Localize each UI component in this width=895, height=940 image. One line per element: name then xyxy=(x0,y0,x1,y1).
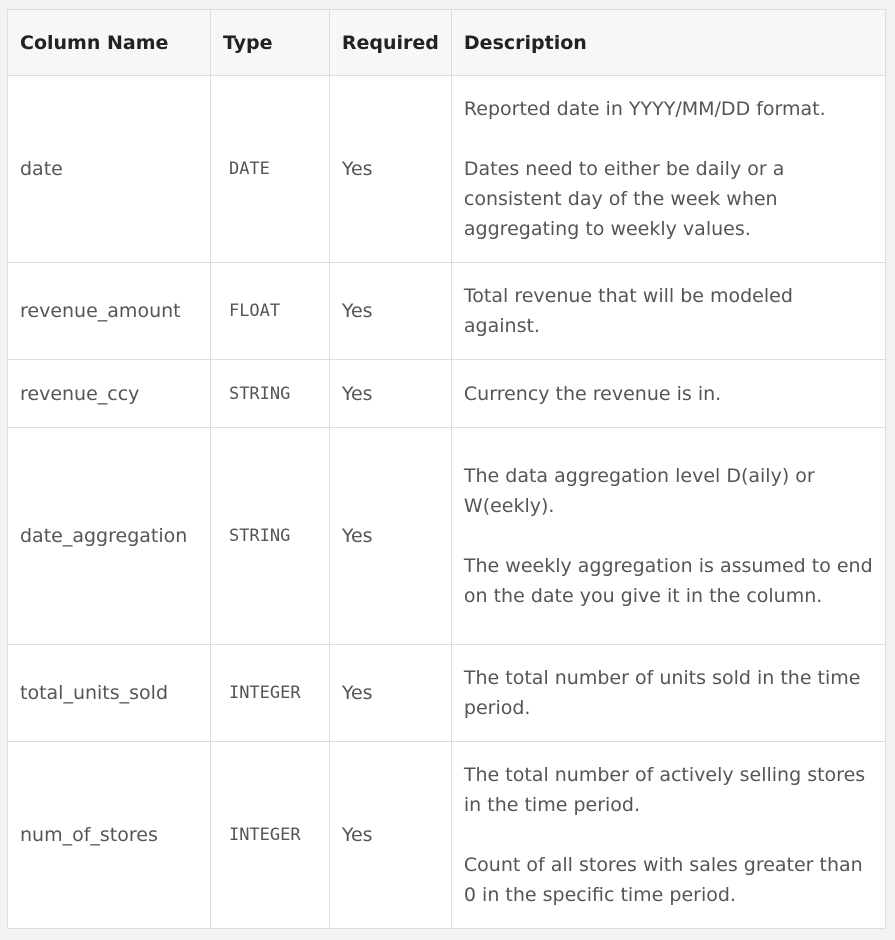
table-header xyxy=(8,10,886,76)
cell-column-name: revenue_ccy xyxy=(8,360,211,428)
header-type: Type xyxy=(210,10,329,76)
table-body xyxy=(8,76,886,929)
cell-description xyxy=(451,742,885,929)
description-paragraph: Total revenue that will be modeled against. xyxy=(463,285,793,337)
cell-description xyxy=(451,645,885,742)
header-required: Required xyxy=(329,10,451,76)
cell-type: STRING xyxy=(210,428,329,645)
header-column-name: Column Name xyxy=(8,10,211,76)
cell-column-name: total_units_sold xyxy=(8,645,211,742)
description-paragraph: The total number of actively selling stores in the time period. xyxy=(463,764,866,816)
table-row xyxy=(8,645,886,742)
description-paragraph: The data aggregation level D(aily) or W(eekly). xyxy=(463,465,815,517)
cell-required: Yes xyxy=(329,76,451,263)
description-paragraph: Count of all stores with sales greater than 0 in the specific time period. xyxy=(463,854,863,906)
table-row xyxy=(8,360,886,428)
table-row xyxy=(8,742,886,929)
cell-description xyxy=(451,360,885,428)
cell-required: Yes xyxy=(329,645,451,742)
table-row xyxy=(8,428,886,645)
cell-type: DATE xyxy=(210,76,329,263)
cell-column-name: num_of_stores xyxy=(8,742,211,929)
description-paragraph: Reported date in YYYY/MM/DD format. xyxy=(463,98,826,120)
header-description: Description xyxy=(451,10,885,76)
cell-column-name: date xyxy=(8,76,211,263)
cell-description xyxy=(451,428,885,645)
cell-column-name: date_aggregation xyxy=(8,428,211,645)
cell-description xyxy=(451,76,885,263)
cell-description xyxy=(451,263,885,360)
description-paragraph: The weekly aggregation is assumed to end on the date you give it in the column. xyxy=(463,555,873,607)
cell-type: STRING xyxy=(210,360,329,428)
cell-type: INTEGER xyxy=(210,742,329,929)
description-paragraph: Currency the revenue is in. xyxy=(463,382,722,405)
cell-required: Yes xyxy=(329,360,451,428)
header-row xyxy=(8,10,886,76)
cell-column-name: revenue_amount xyxy=(8,263,211,360)
cell-type: INTEGER xyxy=(210,645,329,742)
description-paragraph: The total number of units sold in the time period. xyxy=(463,667,861,719)
table-row xyxy=(8,263,886,360)
table-row xyxy=(8,76,886,263)
cell-required: Yes xyxy=(329,263,451,360)
schema-table xyxy=(7,9,886,929)
cell-type: FLOAT xyxy=(210,263,329,360)
cell-required: Yes xyxy=(329,428,451,645)
description-paragraph: Dates need to either be daily or a consistent day of the week when aggregating to weekly values. xyxy=(463,158,785,240)
cell-required: Yes xyxy=(329,742,451,929)
